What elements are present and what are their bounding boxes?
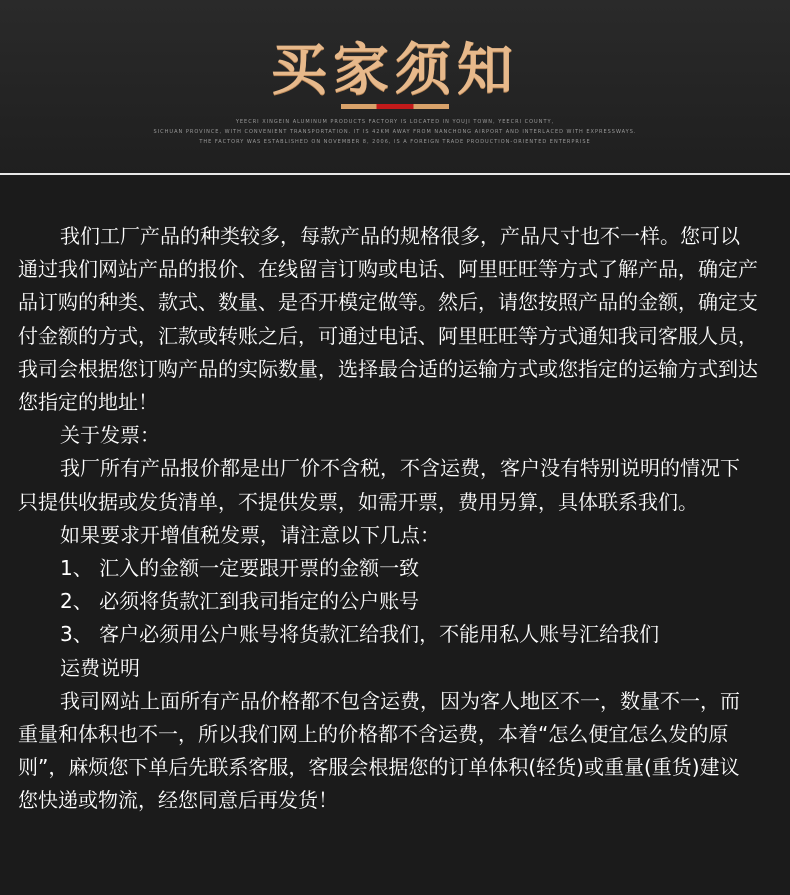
vat-point-3: 3、 客户必须用公户账号将货款汇给我们，不能用私人账号汇给我们 (60, 622, 660, 647)
intro-paragraph: 我们工厂产品的种类较多，每款产品的规格很多，产品尺寸也不一样。您可以通过我们网站产品的报价、在线留言订购或电话、阿里旺旺等方式了解产品，确定产品订购的种类、款式、数量、是否开模定做等。然后，请您按照产品的金额，确定支付金额的方式，汇款或转账之后，可通过电话、阿里旺旺等方式通知我司客服人员，我司会根据您订购产品的实际数量，选择最合适的运输方式或您指定的运输方式到达您指定的地址！ (18, 224, 758, 415)
page-title: 买家须知 (271, 38, 519, 103)
invoice-paragraph: 我厂所有产品报价都是出厂价不含税，不含运费，客户没有特别说明的情况下只提供收据或发货清单，不提供发票，如需开票，费用另算，具体联系我们。 (18, 456, 740, 514)
shipping-paragraph: 我司网站上面所有产品价格都不包含运费，因为客人地区不一，数量不一，而重量和体积也不一，所以我们网上的价格都不含运费，本着“怎么便宜怎么发的原则”，麻烦您下单后先联系客服，客服会根据您的订单体积(轻货)或重量(重货)建议您快递或物流，经您同意后再发货！ (18, 688, 740, 813)
title-underline-bar (341, 104, 449, 109)
vat-point-2: 2、 必须将货款汇到我司指定的公户账号 (60, 589, 420, 614)
notice-content (18, 220, 758, 818)
vat-intro: 如果要求开增值税发票，请注意以下几点： (60, 522, 440, 547)
header-banner (0, 0, 790, 175)
subtitle-line-3: THE FACTORY WAS ESTABLISHED ON NOVEMBER 8, 2006, IS A FOREIGN TRADE PRODUCTION-ORIENTED ENTERPRISE (199, 139, 591, 145)
subtitle-line-2: SICHUAN PROVINCE, WITH CONVENIENT TRANSPORTATION. IT IS 42KM AWAY FROM NANCHONG AIRPORT AND INTERLACED WITH EXPRESSWAYS. (153, 129, 637, 135)
vat-point-1: 1、 汇入的金额一定要跟开票的金额一致 (60, 556, 420, 581)
subtitle-line-1: YEECRI XINGEIN ALUMINUM PRODUCTS FACTORY IS LOCATED IN YOUJI TOWN, YEECRI COUNTY, (235, 119, 555, 125)
shipping-heading: 运费说明 (60, 655, 140, 680)
header-divider (0, 173, 790, 175)
invoice-heading: 关于发票： (60, 423, 160, 448)
